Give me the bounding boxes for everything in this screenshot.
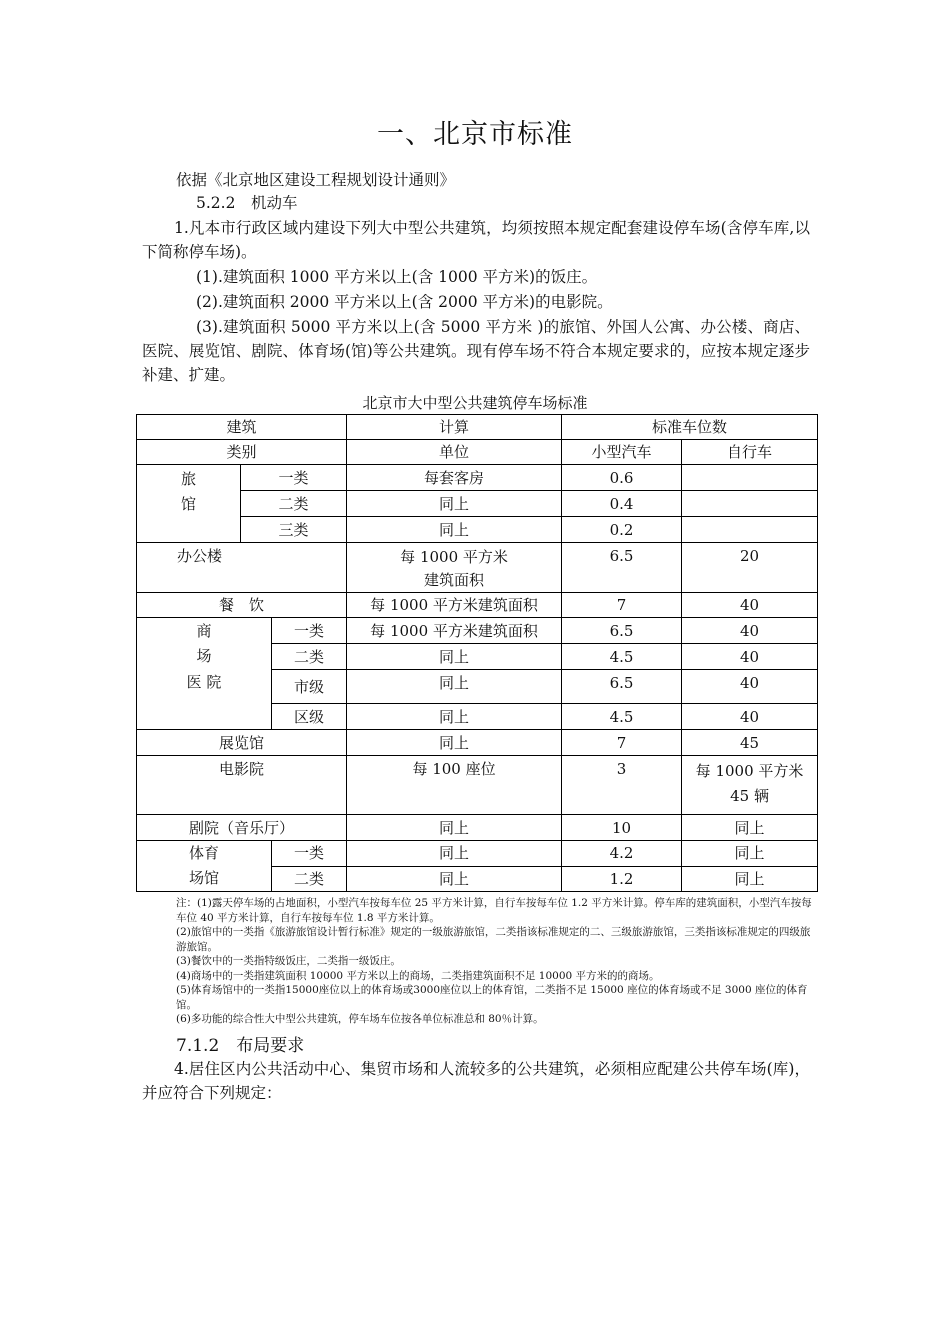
item-2: (2).建筑面积 2000 平方米以上(含 2000 平方米)的电影院。 [196, 293, 613, 311]
cinema-bike: 每 1000 平方米 45 辆 [682, 756, 818, 815]
note-4: (4)商场中的一类指建筑面积 10000 平方米以上的商场，二类指建筑面积不足 10000 平方米的的商场。 [176, 969, 660, 982]
table-cell: 每套客房 [347, 465, 562, 491]
table-cell: 40 [682, 593, 818, 618]
table-cell: 同上 [347, 730, 562, 756]
table-cell: 1.2 [562, 866, 682, 892]
header-unit: 计算 [347, 415, 562, 440]
table-cell: 同上 [347, 704, 562, 730]
office-unit: 每 1000 平方米 建筑面积 [347, 543, 562, 593]
table-cell: 每 1000 平方米建筑面积 [347, 593, 562, 618]
table-cell: 4.2 [562, 841, 682, 867]
table-cell [682, 465, 818, 491]
section-heading-5-2-2: 5.2.2 机动车 [196, 194, 298, 212]
header-standard: 标准车位数 [562, 415, 818, 440]
table-cell [682, 517, 818, 543]
table-cell: 市级 [272, 670, 347, 704]
table-caption: 北京市大中型公共建筑停车场标准 [362, 394, 588, 412]
table-cell: 0.6 [562, 465, 682, 491]
table-cell: 0.4 [562, 491, 682, 517]
table-cell: 3 [562, 756, 682, 815]
table-cell: 10 [562, 815, 682, 841]
basis-line: 依据《北京地区建设工程规划设计通则》 [176, 171, 456, 189]
cinema-label: 电影院 [137, 756, 347, 815]
header-unit-2: 单位 [347, 440, 562, 465]
hotel-label: 旅 馆 [137, 465, 241, 543]
item-3: (3).建筑面积 5000 平方米以上(含 5000 平方米 )的旅馆、外国人公寓、办公楼、商店、医院、展览馆、剧院、体育场(馆)等公共建筑。现有停车场不符合本规定要求的，应按本规定逐步补建、扩建。 [142, 318, 810, 384]
table-cell: 同上 [682, 841, 818, 867]
table-cell: 一类 [241, 465, 347, 491]
header-category: 类别 [137, 440, 347, 465]
dining-label: 餐 饮 [137, 593, 347, 618]
theater-label: 剧院（音乐厅） [137, 815, 347, 841]
table-cell: 20 [682, 543, 818, 593]
table-cell: 同上 [682, 866, 818, 892]
table-cell: 二类 [272, 866, 347, 892]
note-3: (3)餐饮中的一类指特级饭庄，二类指一级饭庄。 [176, 955, 401, 967]
table-cell: 同上 [347, 491, 562, 517]
table-cell: 同上 [347, 644, 562, 670]
stadium-label: 体育 场馆 [137, 841, 272, 892]
table-cell: 一类 [272, 618, 347, 644]
table-cell: 7 [562, 730, 682, 756]
table-cell: 同上 [347, 815, 562, 841]
note-2: (2)旅馆中的一类指《旅游旅馆设计暂行标准》规定的一级旅游旅馆，二类指该标准规定的二、三级旅游旅馆，三类指该标准规定的四级旅游旅馆。 [176, 926, 811, 953]
table-cell: 40 [682, 670, 818, 704]
table-cell: 6.5 [562, 543, 682, 593]
table-cell: 6.5 [562, 670, 682, 704]
table-cell: 同上 [347, 866, 562, 892]
parking-standard-table [136, 414, 818, 892]
table-cell: 7 [562, 593, 682, 618]
section-heading-7-1-2: 7.1.2 布局要求 [176, 1036, 305, 1056]
table-cell: 同上 [682, 815, 818, 841]
note-6: (6)多功能的综合性大中型公共建筑，停车场车位按各单位标准总和 80％计算。 [176, 1013, 544, 1025]
table-cell: 40 [682, 618, 818, 644]
table-cell: 0.2 [562, 517, 682, 543]
table-cell: 每 100 座位 [347, 756, 562, 815]
table-cell: 三类 [241, 517, 347, 543]
table-cell: 区级 [272, 704, 347, 730]
table-cell: 45 [682, 730, 818, 756]
table-cell: 二类 [241, 491, 347, 517]
paragraph-1: 1.凡本市行政区域内建设下列大中型公共建筑，均须按照本规定配套建设停车场(含停车库,以下简称停车场)。 [142, 219, 811, 261]
paragraph-2: 4.居住区内公共活动中心、集贸市场和人流较多的公共建筑，必须相应配建公共停车场(库)，并应符合下列规定： [142, 1060, 810, 1102]
table-cell: 40 [682, 644, 818, 670]
mall-label: 商 场 [137, 618, 272, 670]
exhibition-label: 展览馆 [137, 730, 347, 756]
table-cell: 4.5 [562, 644, 682, 670]
table-cell: 40 [682, 704, 818, 730]
office-label: 办公楼 [137, 543, 347, 593]
table-cell: 每 1000 平方米建筑面积 [347, 618, 562, 644]
table-cell: 二类 [272, 644, 347, 670]
table-cell: 同上 [347, 517, 562, 543]
table-cell: 同上 [347, 670, 562, 704]
table-cell: 6.5 [562, 618, 682, 644]
note-5: (5)体育场馆中的一类指15000座位以上的体育场或3000座位以上的体育馆，二类指不足 15000 座位的体育场或不足 3000 座位的体育馆。 [176, 984, 808, 1011]
header-car: 小型汽车 [562, 440, 682, 465]
table-cell: 一类 [272, 841, 347, 867]
table-cell [682, 491, 818, 517]
table-cell: 4.5 [562, 704, 682, 730]
note-1: 注：(1)露天停车场的占地面积，小型汽车按每车位 25 平方米计算，自行车按每车位 1.2 平方米计算。停车库的建筑面积，小型汽车按每车位 40 平方米计算，自行车按每车位 1.8 平方米计算。 [176, 897, 812, 924]
table-cell: 同上 [347, 841, 562, 867]
item-1: (1).建筑面积 1000 平方米以上(含 1000 平方米)的饭庄。 [196, 268, 598, 286]
header-bike: 自行车 [682, 440, 818, 465]
table-notes [176, 896, 812, 1027]
hospital-label: 医 院 [137, 670, 272, 730]
page-title: 一、北京市标准 [377, 119, 573, 150]
header-building: 建筑 [137, 415, 347, 440]
